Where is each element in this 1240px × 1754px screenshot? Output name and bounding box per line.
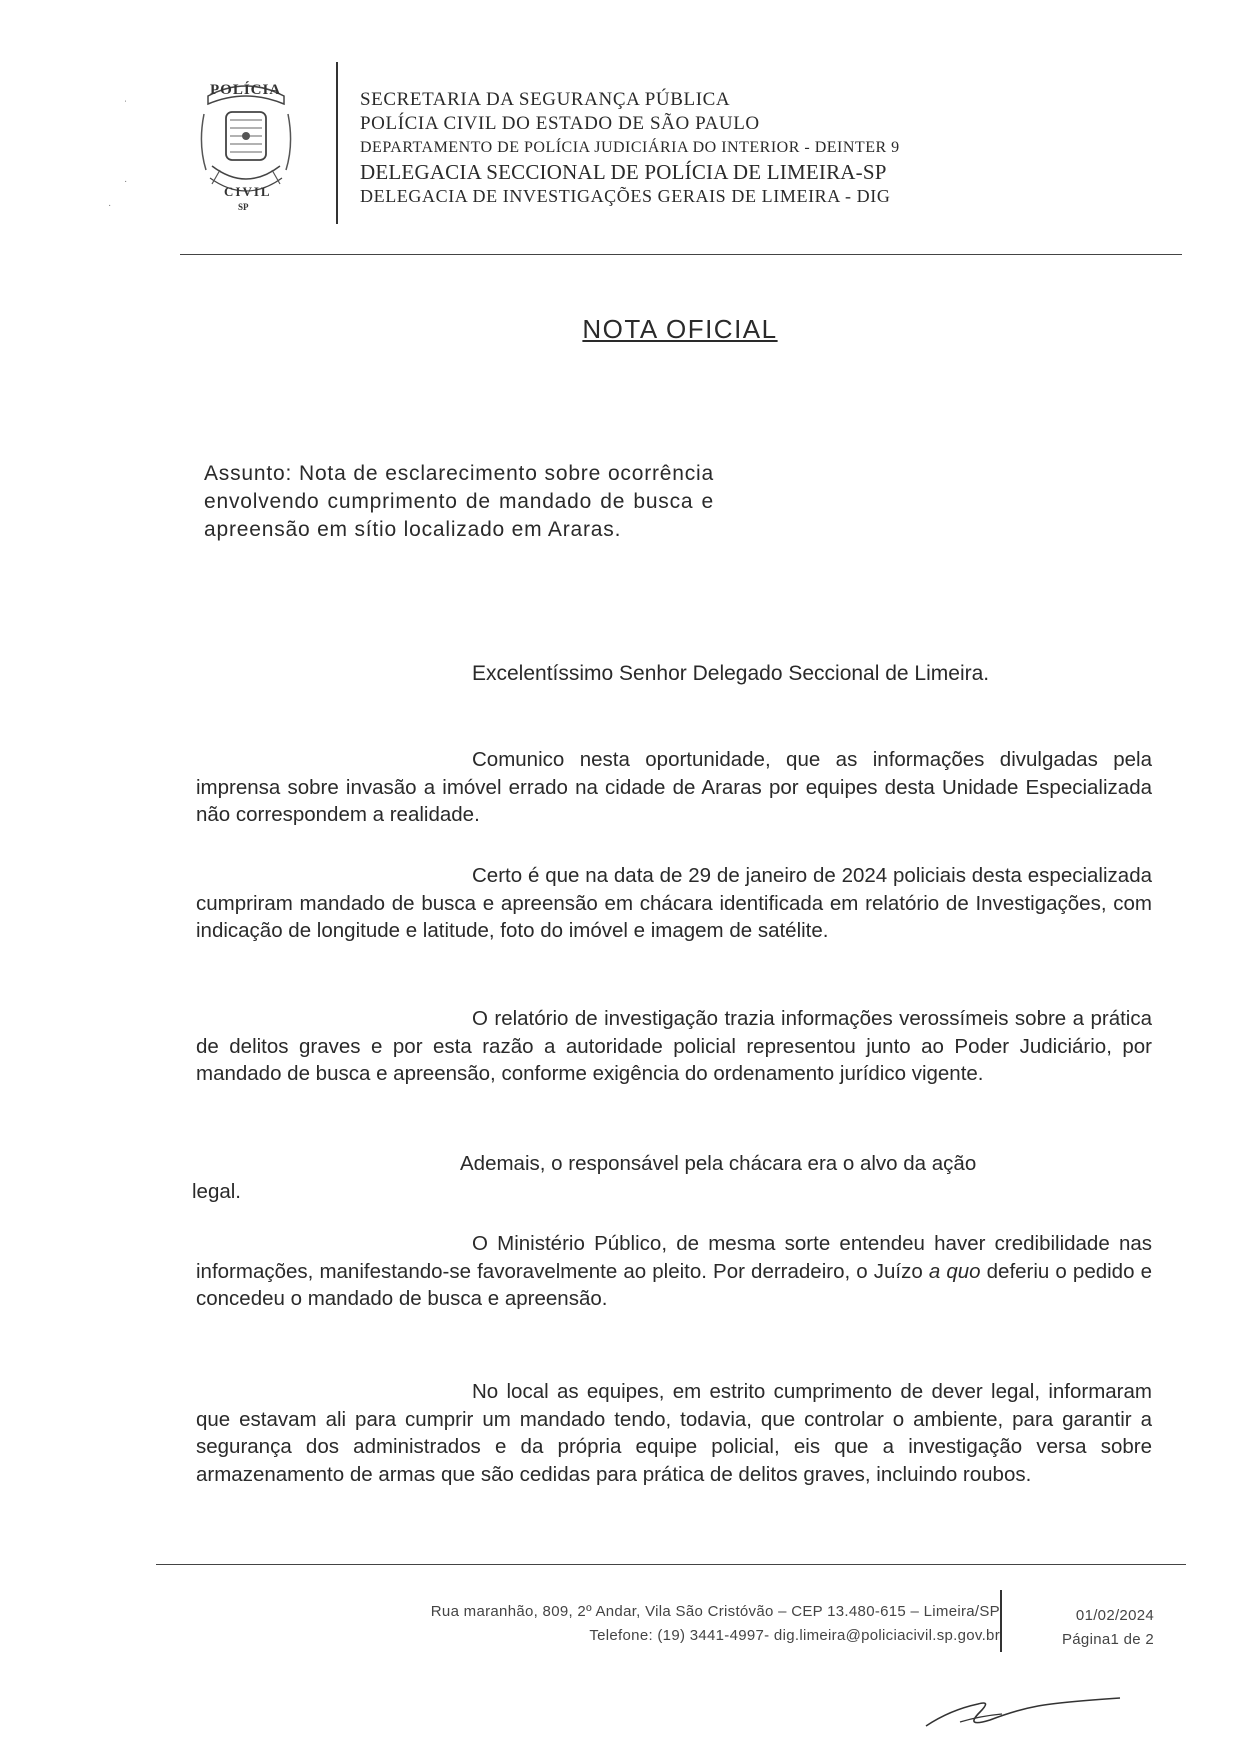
letterhead-policia-civil: POLÍCIA CIVIL DO ESTADO DE SÃO PAULO (360, 113, 760, 134)
letterhead (360, 88, 900, 208)
paragraph-6-text: No local as equipes, em estrito cumprimento de dever legal, informaram que estavam ali para cumprir um mandado tendo, todavia, que controlar o ambiente, para garantir a segurança dos administrados e da própria equipe policial, eis que a investigação versa sobre armazenamento de armas que são cedidas para prática de delitos graves, incluindo roubos. (196, 1380, 1152, 1486)
scan-mark: · (124, 176, 128, 187)
letterhead-delegacia-seccional: DELEGACIA SECCIONAL DE POLÍCIA DE LIMEIRA-SP (360, 160, 887, 184)
subject-block: Assunto: Nota de esclarecimento sobre ocorrência envolvendo cumprimento de mandado de busca e apreensão em sítio localizado em Araras. (204, 462, 714, 541)
paragraph-5 (196, 1230, 1152, 1313)
seal-top-word: POLÍCIA (210, 82, 282, 98)
footer-meta (1030, 1604, 1154, 1652)
header-rule (180, 254, 1182, 255)
document-title: NOTA OFICIAL (582, 314, 778, 344)
paragraph-4-line-2: legal. (192, 1180, 242, 1203)
footer-rule (156, 1564, 1186, 1565)
paragraph-3-text: O relatório de investigação trazia informações verossímeis sobre a prática de delitos graves e por esta razão a autoridade policial representou junto ao Poder Judiciário, por mandado de busca e apreensão, conforme exigência do ordenamento jurídico vigente. (196, 1007, 1152, 1085)
scan-mark: · (108, 200, 112, 211)
footer-date: 01/02/2024 (1075, 1607, 1154, 1624)
header-divider (336, 62, 338, 224)
paragraph-2 (196, 862, 1152, 945)
paragraph-5-latin-term: a quo (928, 1259, 981, 1283)
footer-contact: Telefone: (19) 3441-4997- dig.limeira@policiacivil.sp.gov.br (589, 1627, 1000, 1644)
footer-divider (1000, 1590, 1002, 1652)
scan-mark: ˈ (124, 100, 128, 111)
paragraph-4-line-1: Ademais, o responsável pela chácara era o alvo da ação (460, 1152, 977, 1175)
paragraph-3 (196, 1005, 1152, 1088)
footer-address: Rua maranhão, 809, 2º Andar, Vila São Cristóvão – CEP 13.480-615 – Limeira/SP (430, 1603, 1000, 1620)
footer-address-block (320, 1600, 1000, 1648)
seal-state: SP (238, 202, 249, 212)
seal-bottom-word: CIVIL (224, 184, 272, 199)
letterhead-dig: DELEGACIA DE INVESTIGAÇÕES GERAIS DE LIMEIRA - DIG (360, 186, 891, 206)
paragraph-5-text-b: deferiu o pedido e concedeu o mandado de busca e apreensão. (196, 1259, 1152, 1310)
paragraph-2-text: Certo é que na data de 29 de janeiro de 2024 policiais desta especializada cumpriram mandado de busca e apreensão em chácara identificada em relatório de Investigações, com indicação de longitude e latitude, foto do imóvel e imagem de satélite. (196, 864, 1152, 942)
letterhead-departamento: DEPARTAMENTO DE POLÍCIA JUDICIÁRIA DO INTERIOR - DEINTER 9 (360, 139, 900, 156)
footer-page-number: Página1 de 2 (1061, 1631, 1154, 1648)
salutation: Excelentíssimo Senhor Delegado Seccional de Limeira. (472, 662, 990, 685)
signature-icon (920, 1670, 1140, 1740)
paragraph-6 (196, 1378, 1152, 1488)
paragraph-1-text: Comunico nesta oportunidade, que as informações divulgadas pela imprensa sobre invasão a imóvel errado na cidade de Araras por equipes desta Unidade Especializada não correspondem a realidade. (196, 748, 1152, 826)
paragraph-5-text-a: O Ministério Público, de mesma sorte entendeu haver credibilidade nas informações, manifestando-se favoravelmente ao pleito. Por derradeiro, o Juízo (196, 1232, 1152, 1283)
paragraph-1 (196, 746, 1152, 829)
letterhead-secretaria: SECRETARIA DA SEGURANÇA PÚBLICA (360, 89, 731, 110)
